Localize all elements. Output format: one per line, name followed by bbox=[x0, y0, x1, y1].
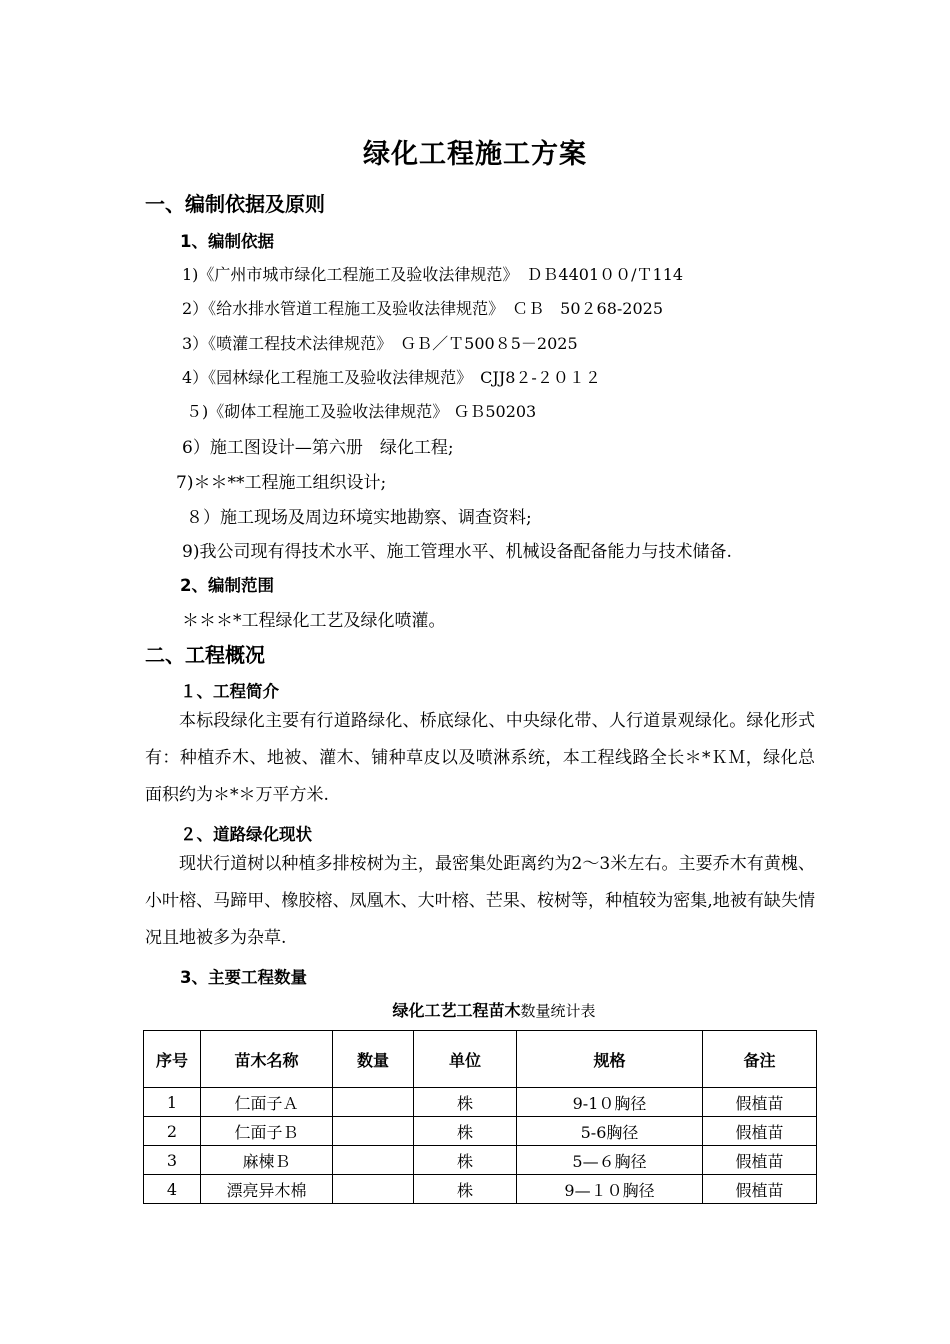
table-cell bbox=[333, 1146, 414, 1175]
compilation-scope-text: ＊＊＊*工程绿化工艺及绿化喷灌。 bbox=[182, 611, 446, 631]
reference-item: ８）施工现场及周边环境实地勘察、调查资料; bbox=[186, 508, 532, 528]
table-row bbox=[144, 1175, 817, 1204]
table-cell bbox=[333, 1175, 414, 1204]
column-header: 苗木名称 bbox=[201, 1031, 333, 1088]
table-row bbox=[144, 1146, 817, 1175]
table-cell: 9—１０胸径 bbox=[517, 1175, 703, 1204]
project-intro-paragraph: 本标段绿化主要有行道路绿化、桥底绿化、中央绿化带、人行道景观绿化。绿化形式有：种植乔木、地被、灌木、铺种草皮以及喷淋系统，本工程线路全长＊*ＫＭ，绿化总面积约为＊*＊万平方米. bbox=[145, 711, 815, 805]
table-cell: 株 bbox=[414, 1088, 517, 1117]
column-header: 序号 bbox=[144, 1031, 201, 1088]
column-header: 数量 bbox=[333, 1031, 414, 1088]
subheading-compilation-scope: 2、编制范围 bbox=[180, 576, 274, 595]
subheading-road-greening: ２、道路绿化现状 bbox=[180, 825, 312, 844]
reference-item: 3）《喷灌工程技术法律规范》 ＧＢ／Ｔ500８5－2025 bbox=[182, 334, 578, 353]
table-cell bbox=[333, 1117, 414, 1146]
reference-item: 1)《广州市城市绿化工程施工及验收法律规范》 ＤＢ4401００/Ｔ114 bbox=[182, 265, 684, 284]
table-cell: 漂亮异木棉 bbox=[201, 1175, 333, 1204]
table-cell: 5—６胸径 bbox=[517, 1146, 703, 1175]
reference-item: 2）《给水排水管道工程施工及验收法律规范》 ＣＢ 50２68-2025 bbox=[182, 299, 664, 318]
table-cell: 5-6胸径 bbox=[517, 1117, 703, 1146]
table-cell bbox=[333, 1088, 414, 1117]
road-greening-paragraph: 现状行道树以种植多排桉树为主，最密集处距离约为2～3米左右。主要乔木有黄槐、小叶榕、马蹄甲、橡胶榕、凤凰木、大叶榕、芒果、桉树等，种植较为密集,地被有缺失情况且地被多为杂草. bbox=[145, 854, 815, 948]
reference-item: 6）施工图设计—第六册 绿化工程; bbox=[182, 438, 454, 458]
table-cell: 假植苗 bbox=[703, 1088, 817, 1117]
column-header: 单位 bbox=[414, 1031, 517, 1088]
reference-item: 7)＊＊**工程施工组织设计; bbox=[176, 473, 387, 493]
reference-item: 4）《园林绿化工程施工及验收法律规范》 CJJ8２-２０１２ bbox=[182, 368, 601, 387]
table-cell: 9-1０胸径 bbox=[517, 1088, 703, 1117]
document-title: 绿化工程施工方案 bbox=[363, 139, 587, 170]
table-cell: 2 bbox=[144, 1117, 201, 1146]
table-cell: 株 bbox=[414, 1146, 517, 1175]
table-cell: 麻楝Ｂ bbox=[201, 1146, 333, 1175]
subheading-compilation-basis: 1、编制依据 bbox=[180, 232, 274, 251]
reference-item: 9)我公司现有得技术水平、施工管理水平、机械设备配备能力与技术储备. bbox=[182, 542, 732, 562]
table-header-row bbox=[144, 1031, 817, 1088]
table-cell: 仁面子Ｂ bbox=[201, 1117, 333, 1146]
table-cell: 假植苗 bbox=[703, 1117, 817, 1146]
table-caption: 绿化工艺工程苗木数量统计表 bbox=[392, 1001, 596, 1020]
reference-item: ５)《砌体工程施工及验收法律规范》 ＧＢ50203 bbox=[186, 402, 537, 421]
table-cell: 仁面子Ａ bbox=[201, 1088, 333, 1117]
table-cell: 4 bbox=[144, 1175, 201, 1204]
column-header: 备注 bbox=[703, 1031, 817, 1088]
table-cell: 假植苗 bbox=[703, 1146, 817, 1175]
seedling-quantity-table bbox=[143, 1030, 817, 1204]
table-row bbox=[144, 1088, 817, 1117]
subheading-quantities: 3、主要工程数量 bbox=[180, 968, 307, 987]
subheading-project-intro: １、工程简介 bbox=[180, 682, 279, 701]
table-row bbox=[144, 1117, 817, 1146]
table-cell: 株 bbox=[414, 1117, 517, 1146]
table-cell: 假植苗 bbox=[703, 1175, 817, 1204]
table-cell: 株 bbox=[414, 1175, 517, 1204]
section-heading-basis: 一、编制依据及原则 bbox=[145, 192, 325, 216]
column-header: 规格 bbox=[517, 1031, 703, 1088]
table-cell: 3 bbox=[144, 1146, 201, 1175]
section-heading-overview: 二、工程概况 bbox=[145, 643, 265, 667]
table-cell: 1 bbox=[144, 1088, 201, 1117]
